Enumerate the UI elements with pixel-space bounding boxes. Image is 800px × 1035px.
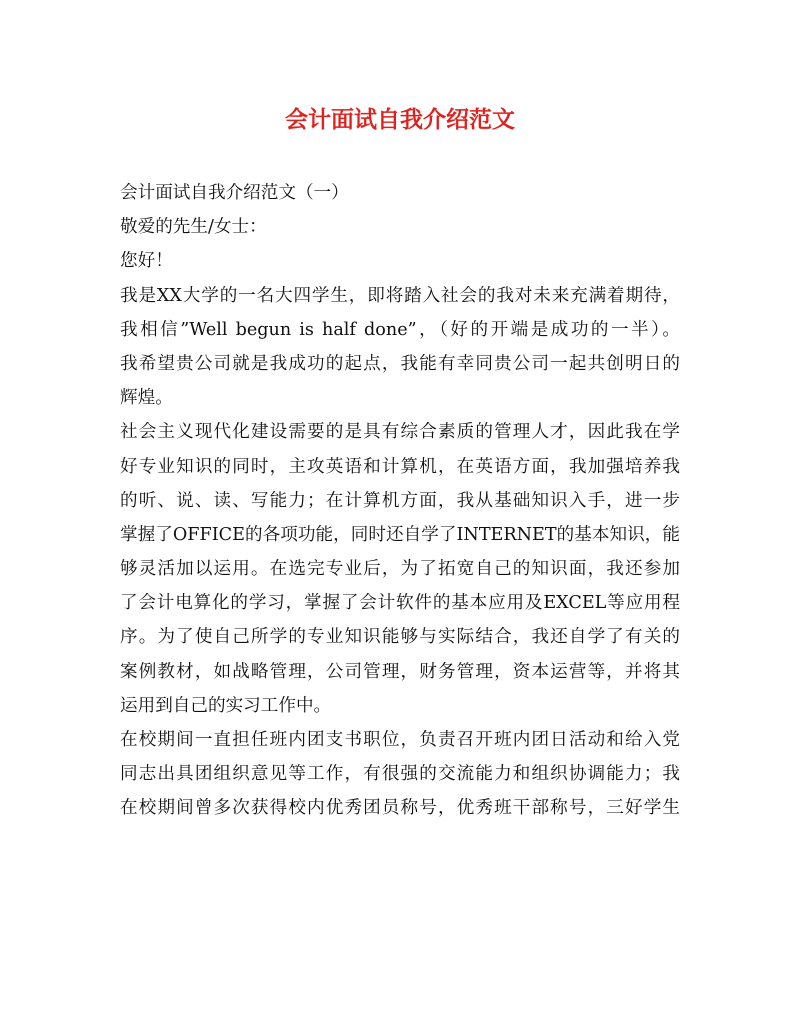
paragraph-line: 我是XX大学的一名大四学生，即将踏入社会的我对未来充满着期待， bbox=[120, 285, 680, 306]
paragraph-line: 掌握了OFFICE的各项功能，同时还自学了INTERNET的基本知识，能 bbox=[120, 524, 680, 545]
paragraph-line: 我相信”Well begun is half done”，（好的开端是成功的一半）。 bbox=[120, 319, 680, 340]
paragraph-line: 序。为了使自己所学的专业知识能够与实际结合，我还自学了有关的 bbox=[120, 627, 680, 648]
paragraph-line: 我希望贵公司就是我成功的起点，我能有幸同贵公司一起共创明日的 bbox=[120, 353, 680, 374]
paragraph-line: 辉煌。 bbox=[120, 388, 173, 409]
greeting-line: 您好！ bbox=[120, 251, 173, 272]
document-title: 会计面试自我介绍范文 bbox=[285, 106, 515, 133]
paragraph-line: 够灵活加以运用。在选完专业后，为了拓宽自己的知识面，我还参加 bbox=[120, 559, 680, 580]
document-body bbox=[120, 176, 680, 826]
paragraph-line: 在校期间一直担任班内团支书职位，负责召开班内团日活动和给入党 bbox=[120, 730, 680, 750]
paragraph-line: 运用到自己的实习工作中。 bbox=[120, 695, 332, 716]
paragraph-line: 社会主义现代化建设需要的是具有综合素质的管理人才，因此我在学 bbox=[120, 422, 680, 443]
salutation-line: 敬爱的先生/女士： bbox=[120, 217, 267, 238]
paragraph-line: 在校期间曾多次获得校内优秀团员称号，优秀班干部称号，三好学生 bbox=[120, 798, 680, 819]
paragraph-line: 同志出具团组织意见等工作，有很强的交流能力和组织协调能力；我 bbox=[120, 764, 680, 785]
paragraph-line: 了会计电算化的学习，掌握了会计软件的基本应用及EXCEL等应用程 bbox=[120, 593, 680, 614]
paragraph-line: 案例教材，如战略管理，公司管理，财务管理，资本运营等，并将其 bbox=[120, 661, 680, 682]
paragraph-line: 好专业知识的同时，主攻英语和计算机，在英语方面，我加强培养我 bbox=[120, 456, 680, 477]
section-heading: 会计面试自我介绍范文（一） bbox=[120, 183, 349, 203]
paragraph-line: 的听、说、读、写能力；在计算机方面，我从基础知识入手，进一步 bbox=[120, 490, 680, 511]
